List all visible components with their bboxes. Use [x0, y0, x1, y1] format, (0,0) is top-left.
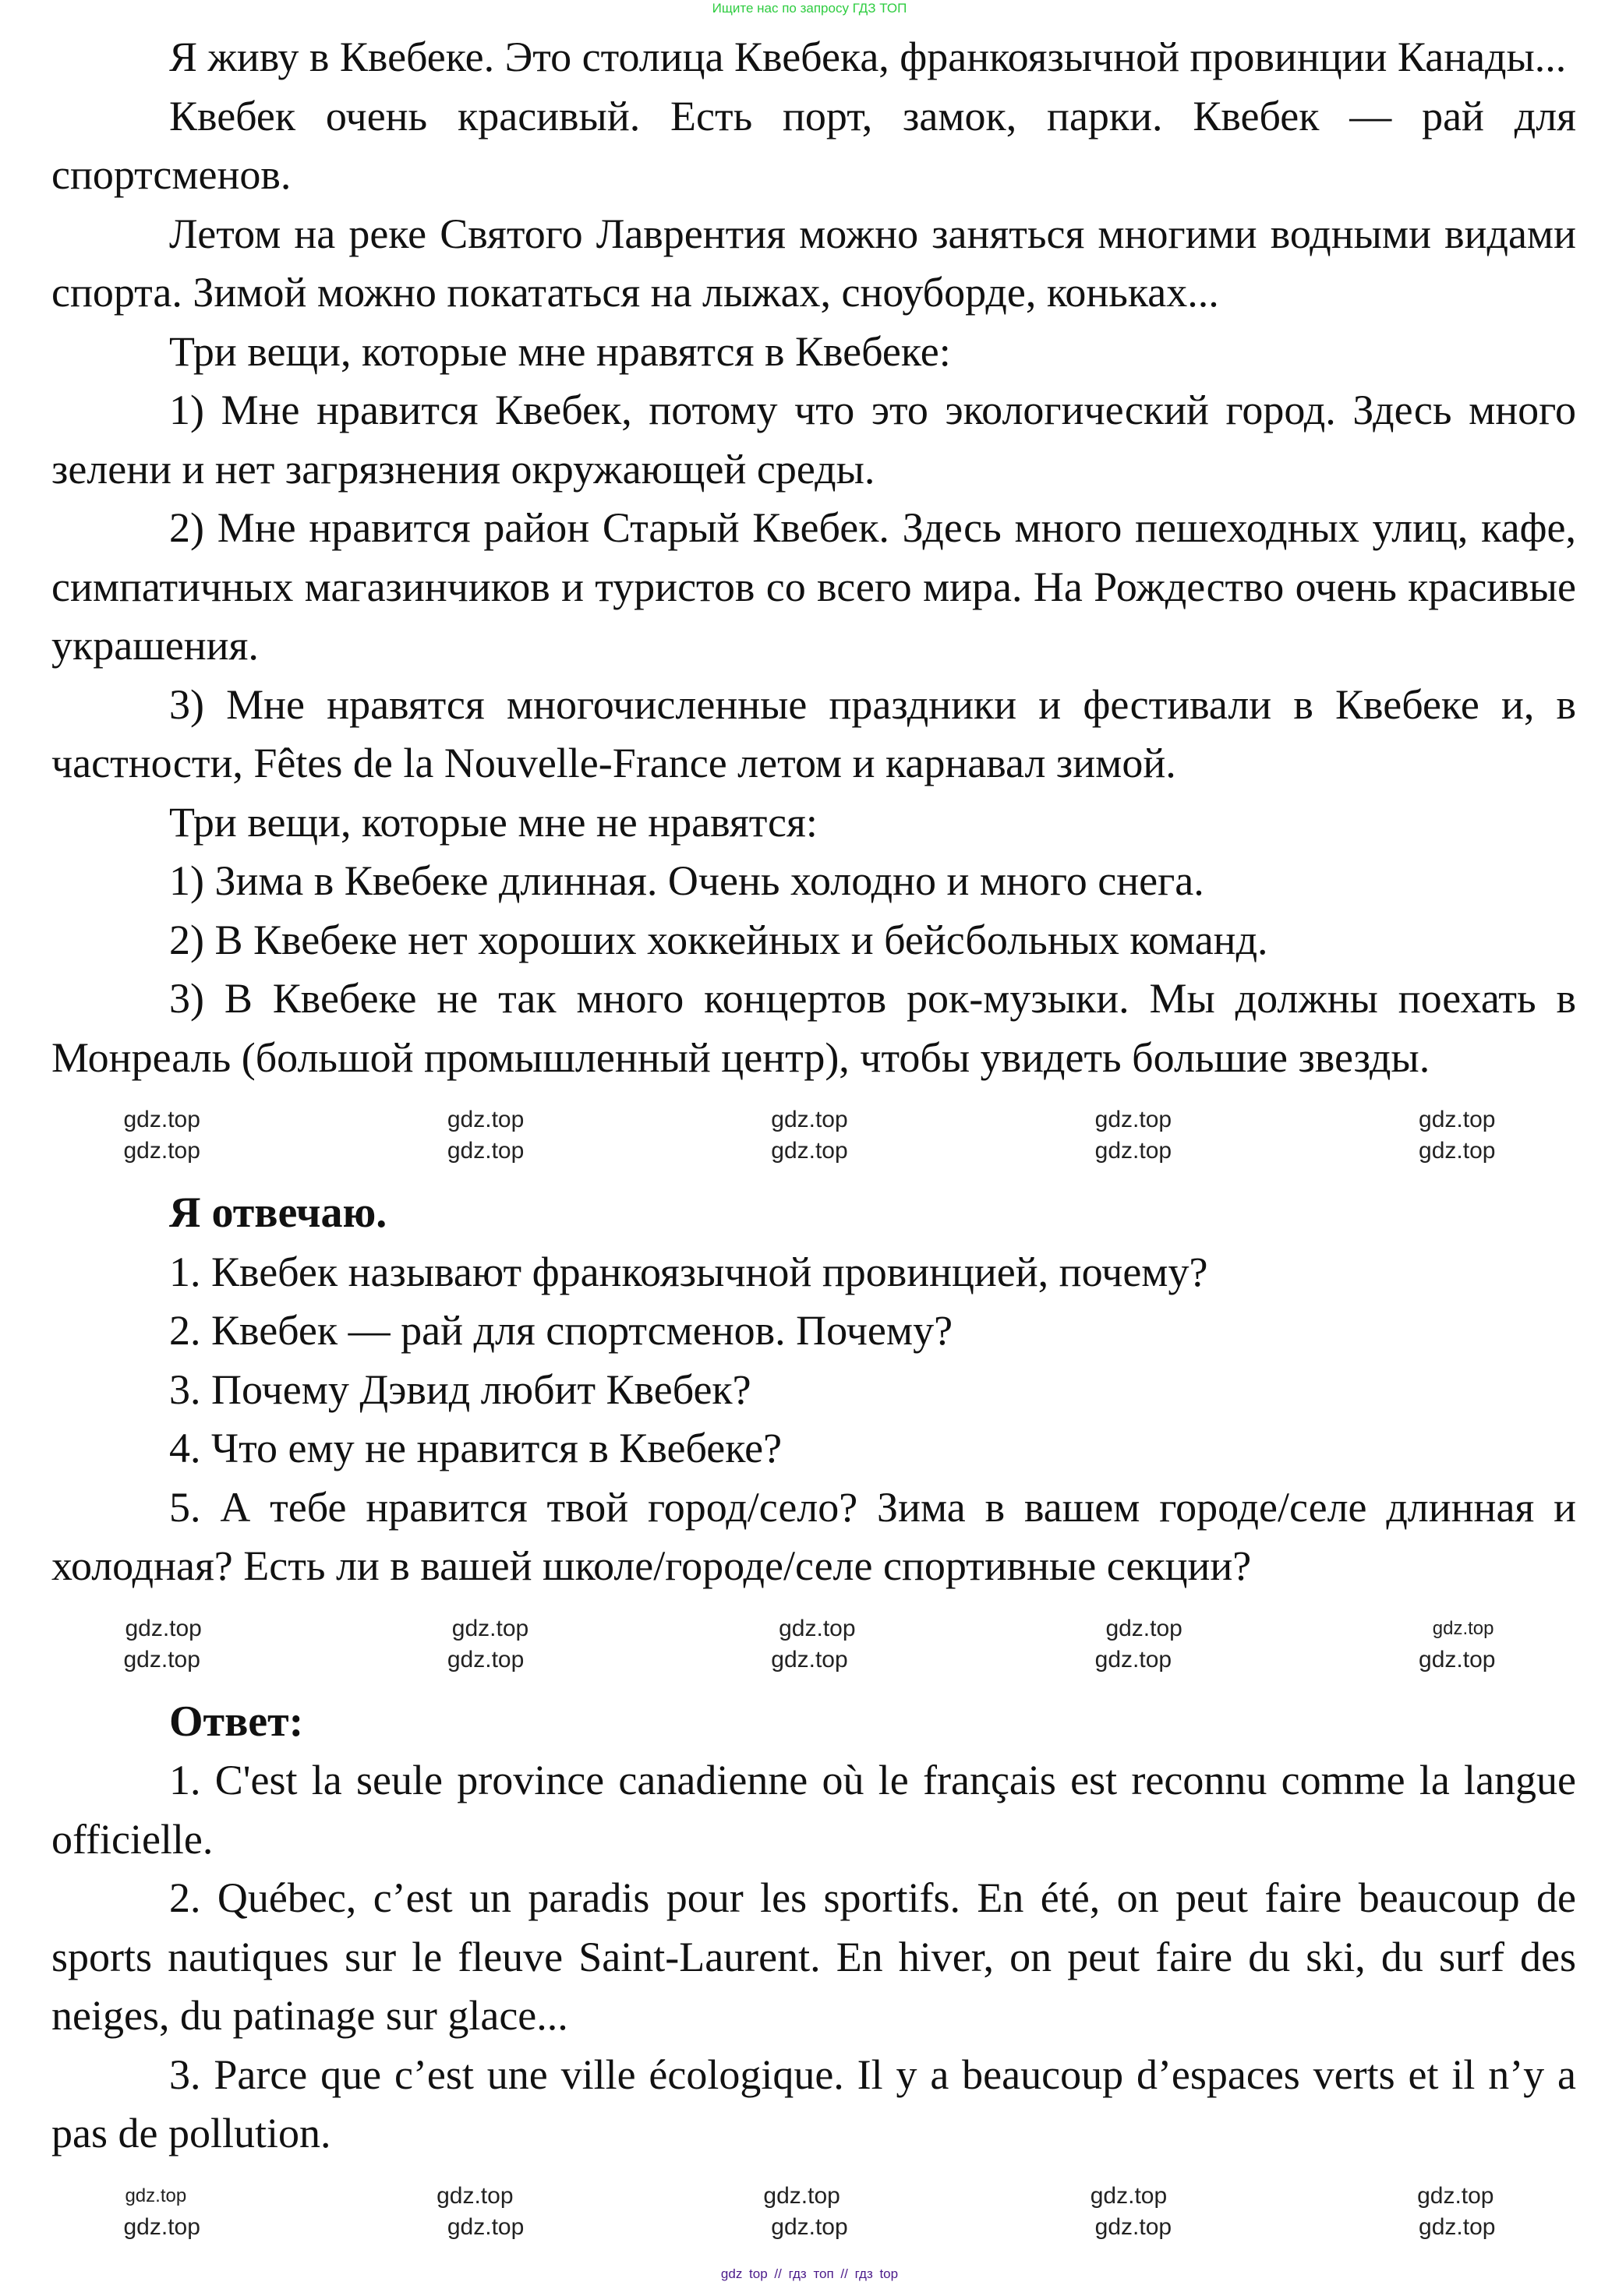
watermark-text: gdz.top — [437, 2182, 514, 2209]
paragraph: Квебек очень красивый. Есть порт, замок, парки. Квебек — рай для спортсменов. — [51, 92, 1576, 198]
watermark-text: gdz.top — [447, 1138, 525, 1164]
paragraph: 3) В Квебеке не так много концертов рок-музыки. Мы должны поехать в Монреаль (большой промышленный центр), чтобы увидеть большие звезды. — [51, 975, 1576, 1081]
watermark-text: gdz.top — [1105, 1615, 1182, 1641]
watermark-row — [0, 2212, 1619, 2243]
watermark-text: gdz.top — [763, 2182, 840, 2209]
watermark-row — [0, 1644, 1619, 1676]
watermark-text: gdz.top — [779, 1615, 856, 1641]
text-block — [51, 28, 1576, 1087]
watermark-text: gdz.top — [123, 1646, 200, 1673]
watermark-text: gdz.top — [1419, 1646, 1496, 1673]
footer-banner: gdz top // гдз топ // гдз top — [720, 2266, 899, 2281]
watermark-text: gdz.top — [771, 1107, 848, 1132]
watermark-row — [0, 1104, 1619, 1136]
question: 1. Квебек называют франкоязычной провинцией, почему? — [169, 1248, 1208, 1295]
watermark-text: gdz.top — [1417, 2182, 1494, 2209]
watermark-text: gdz.top — [771, 1138, 848, 1164]
answer: 1. C'est la seule province canadienne où le français est reconnu comme la langue officielle. — [51, 1757, 1576, 1863]
watermark-text: gdz.top — [447, 1107, 525, 1132]
watermark-row — [0, 1136, 1619, 1167]
paragraph: Три вещи, которые мне не нравятся: — [169, 798, 818, 846]
answers-heading: Ответ: — [169, 1697, 304, 1746]
watermark-text: gdz.top — [125, 1615, 202, 1641]
paragraph: 3) Мне нравятся многочисленные праздники и фестивали в Квебеке и, в частности, Fêtes de la Nouvelle-France летом и карнавал зимой. — [51, 680, 1576, 786]
watermark-text: gdz.top — [1419, 2213, 1496, 2240]
watermark-row — [0, 2181, 1619, 2212]
watermark-text: gdz.top — [123, 1138, 200, 1164]
watermark-text: gdz.top — [1094, 1646, 1172, 1673]
watermark-group — [0, 1087, 1619, 1184]
paragraph: 2) В Квебеке нет хороших хоккейных и бейсбольных команд. — [169, 916, 1268, 963]
paragraph: Я живу в Квебеке. Это столица Квебека, франкоязычной провинции Канады... — [169, 34, 1567, 80]
questions-block — [51, 1184, 1576, 1596]
watermark-group — [0, 1596, 1619, 1693]
question: 2. Квебек — рай для спортсменов. Почему? — [169, 1307, 953, 1354]
watermark-text: gdz.top — [771, 2213, 848, 2240]
paragraph: 1) Зима в Квебеке длинная. Очень холодно и много снега. — [169, 857, 1204, 904]
watermark-text: gdz.top — [123, 1107, 200, 1132]
watermark-text: gdz.top — [447, 2213, 525, 2240]
paragraph: Летом на реке Святого Лаврентия можно заняться многими водными видами спорта. Зимой можно покататься на лыжах, сноуборде, коньках... — [51, 210, 1576, 316]
answers-block — [51, 1693, 1576, 2164]
watermark-row — [0, 1613, 1619, 1644]
watermark-text: gdz.top — [123, 2213, 200, 2240]
answer: 3. Parce que c’est une ville écologique. Il y a beaucoup d’espaces verts et il n’y a pas de pollution. — [51, 2051, 1576, 2156]
question: 3. Почему Дэвид любит Квебек? — [169, 1365, 751, 1413]
watermark-text: gdz.top — [1090, 2182, 1168, 2209]
watermark-text: gdz.top — [451, 1615, 529, 1641]
question: 5. А тебе нравится твой город/село? Зима в вашем городе/селе длинная и холодная? Есть ли в вашей школе/городе/селе спортивные секции? — [51, 1483, 1576, 1589]
paragraph: 1) Мне нравится Квебек, потому что это экологический город. Здесь много зелени и нет загрязнения окружающей среды. — [51, 387, 1576, 493]
watermark-text: gdz.top — [771, 1646, 848, 1673]
watermark-text: gdz.top — [1419, 1107, 1496, 1132]
paragraph: Три вещи, которые мне нравятся в Квебеке: — [169, 327, 951, 375]
paragraph: 2) Мне нравится район Старый Квебек. Здесь много пешеходных улиц, кафе, симпатичных магазинчиков и туристов со всего мира. На Рождество очень красивые украшения. — [51, 504, 1576, 669]
watermark-text: gdz.top — [1094, 2213, 1172, 2240]
watermark-text: gdz.top — [1094, 1107, 1172, 1132]
questions-heading: Я отвечаю. — [169, 1189, 387, 1237]
watermark-text: gdz.top — [125, 2185, 187, 2206]
search-banner: Ищите нас по запросу ГДЗ ТОП — [712, 1, 907, 16]
answer: 2. Québec, c’est un paradis pour les sportifs. En été, on peut faire beaucoup de sports nautiques sur le fleuve Saint-Laurent. En hiver, on peut faire du ski, du surf des neiges, du patinage sur glace... — [51, 1874, 1576, 2039]
watermark-text: gdz.top — [1419, 1138, 1496, 1164]
watermark-text: gdz.top — [1094, 1138, 1172, 1164]
question: 4. Что ему не нравится в Квебеке? — [169, 1425, 783, 1471]
watermark-text: gdz.top — [447, 1646, 525, 1673]
watermark-group — [0, 2164, 1619, 2260]
watermark-text: gdz.top — [1432, 1617, 1494, 1639]
